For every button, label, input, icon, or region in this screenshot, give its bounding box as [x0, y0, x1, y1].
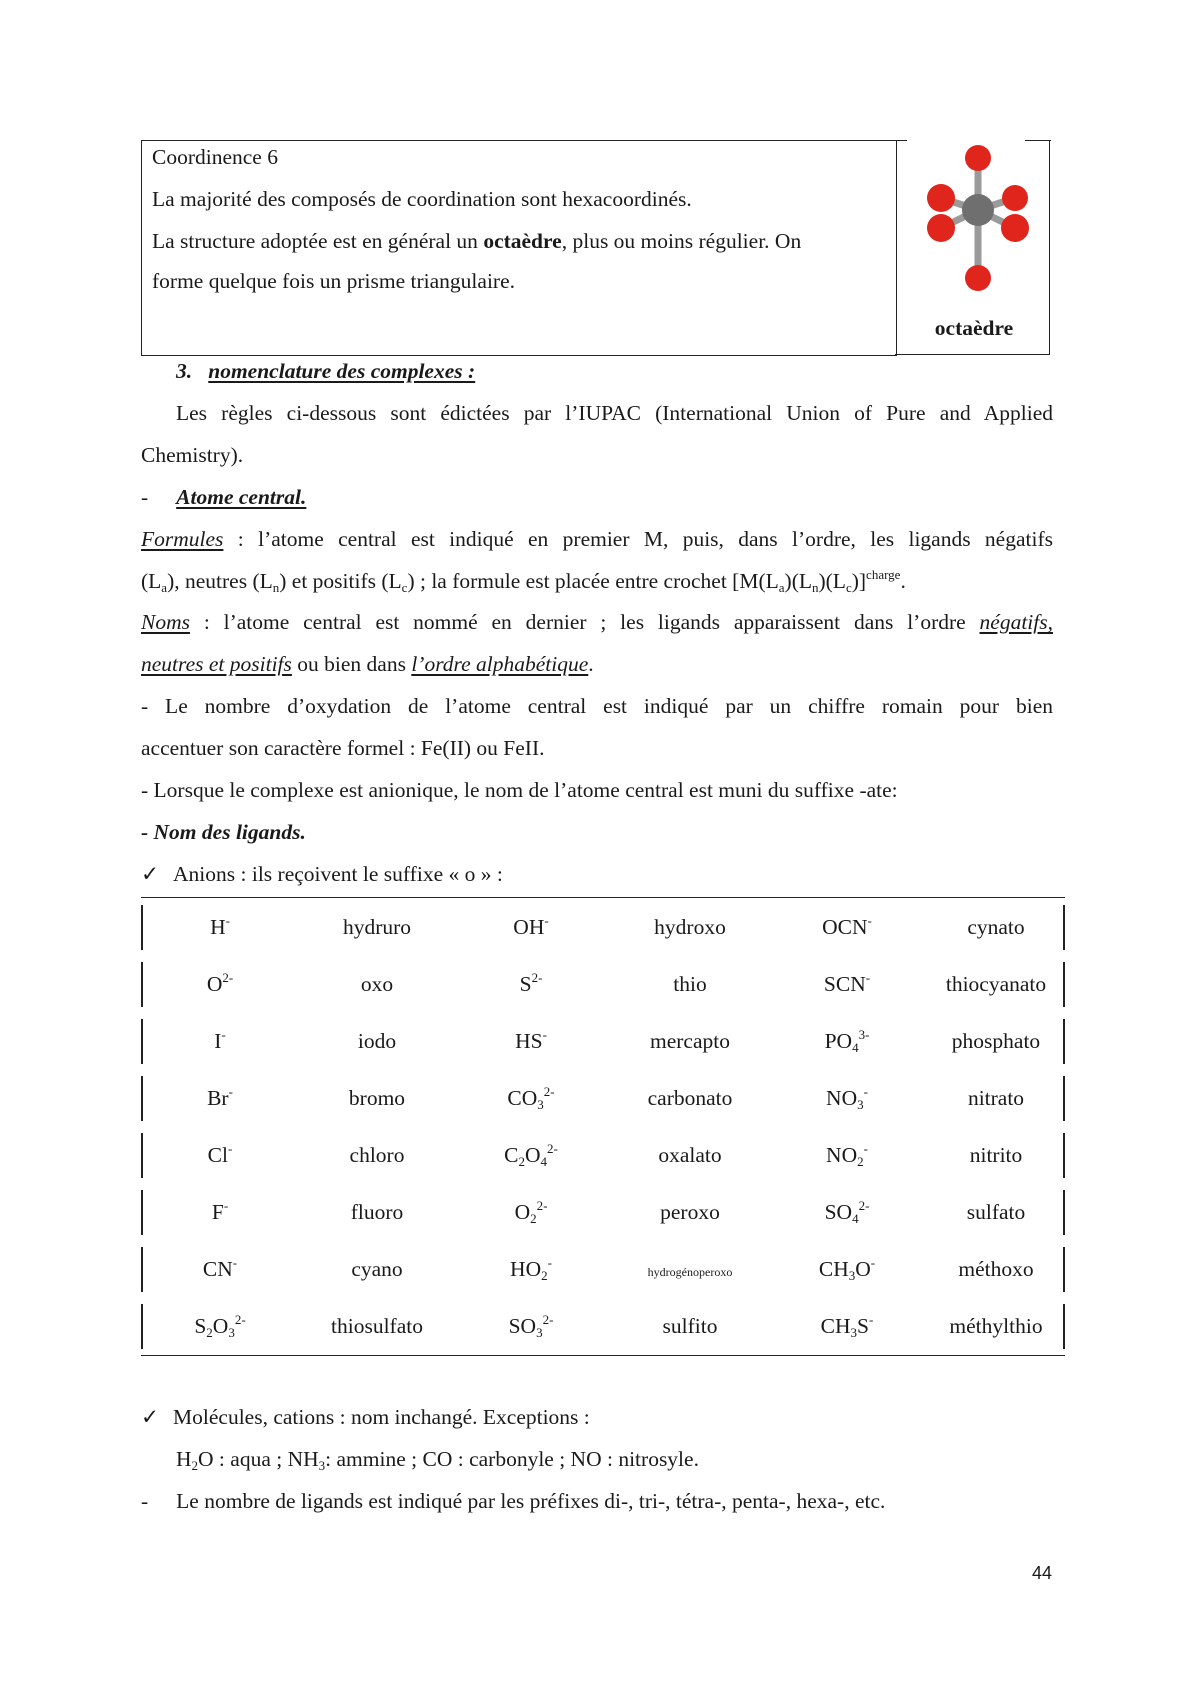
prefix-line: - Le nombre de ligands est indiqué par les préfixes di-, tri-, tétra-, penta-, hexa-, etc.	[141, 1489, 886, 1513]
ligand-formula: H-	[210, 913, 230, 939]
ligand-formula: $C_2O_4^{2-}$	[504, 1141, 558, 1169]
ligand-formula: OCN-	[822, 913, 872, 939]
central-atom-heading: - Atome central.	[141, 485, 307, 509]
ligand-name: thiocyanato	[945, 972, 1047, 996]
ligands-heading: - Nom des ligands.	[141, 820, 306, 844]
octahedron-molecule-icon	[911, 140, 1041, 300]
ligand-name: carbonato	[647, 1086, 733, 1110]
table-row	[141, 1184, 1065, 1241]
ligand-table	[141, 897, 1065, 1356]
table-row	[141, 899, 1065, 956]
ligand-name: hydroxo	[654, 915, 726, 939]
ligand-formula: $SO_3^{2-}$	[508, 1312, 554, 1340]
ligand-name: hydrogénoperoxo	[647, 1265, 733, 1279]
ligand-formula: $O^{2-}$	[206, 970, 234, 996]
ligand-name: nitrato	[967, 1086, 1025, 1110]
ligand-name: cyano	[351, 1257, 403, 1281]
ligand-name: thio	[673, 972, 707, 996]
check-icon: ✓	[141, 862, 160, 886]
formules-line-2: $(L_a)$, neutres $(L_n)$ et positifs $(L_c)$ ; la formule est placée entre crochet $[M(L_a)(L_n)(L_c)]^{charge}$.	[141, 567, 906, 595]
ligand-name: mercapto	[650, 1029, 730, 1053]
ligand-formula: Br-	[207, 1084, 233, 1110]
ligand-name: hydruro	[342, 915, 412, 939]
ligand-name: chloro	[349, 1143, 405, 1167]
ligand-atom-top	[965, 145, 991, 171]
intro-line-1: Les règles ci-dessous sont édictées par l’IUPAC (International Union of Pure and Applied	[176, 401, 1053, 425]
ligand-name: méthoxo	[958, 1257, 1034, 1281]
ligand-name: oxalato	[658, 1143, 722, 1167]
ligand-name: cynato	[967, 915, 1025, 939]
ligand-name: sulfato	[966, 1200, 1026, 1224]
ligand-formula: $CH_3O^-$	[818, 1255, 876, 1283]
ligand-formula: SCN-	[823, 970, 871, 996]
coordination-text-cell	[141, 140, 897, 356]
section-heading	[176, 357, 475, 385]
central-atom-heading-text: Atome central.	[176, 485, 307, 509]
central-atom	[962, 194, 994, 226]
noms-line-2: neutres et positifs ou bien dans l’ordre alphabétique.	[141, 652, 594, 676]
ligand-formula: Cl-	[207, 1141, 233, 1167]
coordination-line-1: La majorité des composés de coordination sont hexacoordinés.	[152, 187, 692, 211]
coordination-line-3: forme quelque fois un prisme triangulaire.	[152, 269, 516, 293]
intro-line-2: Chemistry).	[141, 443, 244, 467]
ligand-name: oxo	[360, 972, 394, 996]
ligand-formula: $NO_2^-$	[826, 1141, 868, 1169]
ligand-name: thiosulfato	[331, 1314, 423, 1338]
table-row	[141, 1070, 1065, 1127]
anionic-line: - Lorsque le complexe est anionique, le nom de l’atome central est muni du suffixe -ate:	[141, 778, 898, 802]
check-icon: ✓	[141, 1405, 160, 1429]
coordination-title: Coordinence 6	[152, 145, 278, 169]
ligand-name: peroxo	[660, 1200, 720, 1224]
ligand-formula: $CH_3S^-$	[820, 1312, 874, 1340]
ligand-name: phosphato	[951, 1029, 1041, 1053]
noms-label: Noms	[141, 610, 190, 634]
ligand-atom-right-lower	[1001, 214, 1029, 242]
ligand-name: iodo	[357, 1029, 397, 1053]
ligand-formula: $S^{2-}$	[519, 970, 543, 996]
ligand-formula: I-	[214, 1027, 226, 1053]
ligand-atom-left-upper	[927, 184, 955, 212]
ligand-atom-bottom	[965, 265, 991, 291]
ligand-name: fluoro	[350, 1200, 404, 1224]
table-row	[141, 1241, 1065, 1298]
ligand-formula: $S_2O_3^{2-}$	[194, 1312, 246, 1340]
ligand-formula: HS-	[515, 1027, 547, 1053]
coordination-box	[141, 140, 1051, 356]
formules-label: Formules	[141, 527, 224, 551]
ligand-formula: $PO_4^{3-}$	[824, 1027, 870, 1055]
ligand-formula: $SO_4^{2-}$	[824, 1198, 870, 1226]
ligand-name: méthylthio	[949, 1314, 1043, 1338]
page-number: 44	[1031, 1563, 1052, 1583]
section-title: nomenclature des complexes :	[208, 359, 476, 383]
ligand-formula: OH-	[513, 913, 549, 939]
molecules-exceptions: $H_2O$ : aqua ; $NH_3$: ammine ; CO : carbonyle ; NO : nitrosyle.	[176, 1447, 699, 1473]
molecules-line: ✓ Molécules, cations : nom inchangé. Exceptions :	[141, 1405, 590, 1429]
noms-line-1: Noms : l’atome central est nommé en dernier ; les ligands apparaissent dans l’ordre négatifs,	[141, 610, 1053, 634]
ligand-formula: CN-	[202, 1255, 238, 1281]
table-row	[141, 1127, 1065, 1184]
formules-line-1: Formules : l’atome central est indiqué en premier M, puis, dans l’ordre, les ligands négatifs	[141, 527, 1053, 551]
ligand-atom-left-lower	[927, 214, 955, 242]
coordination-line-2: La structure adoptée est en général un octaèdre, plus ou moins régulier. On	[152, 229, 802, 253]
anions-line: ✓ Anions : ils reçoivent le suffixe « o » :	[141, 862, 503, 886]
octahedron-term: octaèdre	[483, 229, 562, 253]
table-row	[141, 1013, 1065, 1070]
oxidation-line-2: accentuer son caractère formel : Fe(II) ou FeII.	[141, 736, 545, 760]
ligand-atom-right-upper	[1002, 185, 1028, 211]
ligand-formula: $O_2^{2-}$	[514, 1198, 548, 1226]
ligand-name: bromo	[348, 1086, 406, 1110]
section-number: 3.	[176, 359, 193, 383]
ligand-formula: $HO_2^-$	[510, 1255, 552, 1283]
ligand-formula: F-	[211, 1198, 229, 1224]
ligand-formula: $NO_3^-$	[826, 1084, 868, 1112]
ligand-name: sulfito	[662, 1314, 718, 1338]
oxidation-line-1: - Le nombre d’oxydation de l’atome central est indiqué par un chiffre romain pour bien	[141, 694, 1053, 718]
table-row	[141, 956, 1065, 1013]
ligand-name: nitrito	[969, 1143, 1023, 1167]
octahedron-caption: octaèdre	[934, 316, 1014, 340]
table-row	[141, 1298, 1065, 1355]
ligand-formula: $CO_3^{2-}$	[507, 1084, 555, 1112]
